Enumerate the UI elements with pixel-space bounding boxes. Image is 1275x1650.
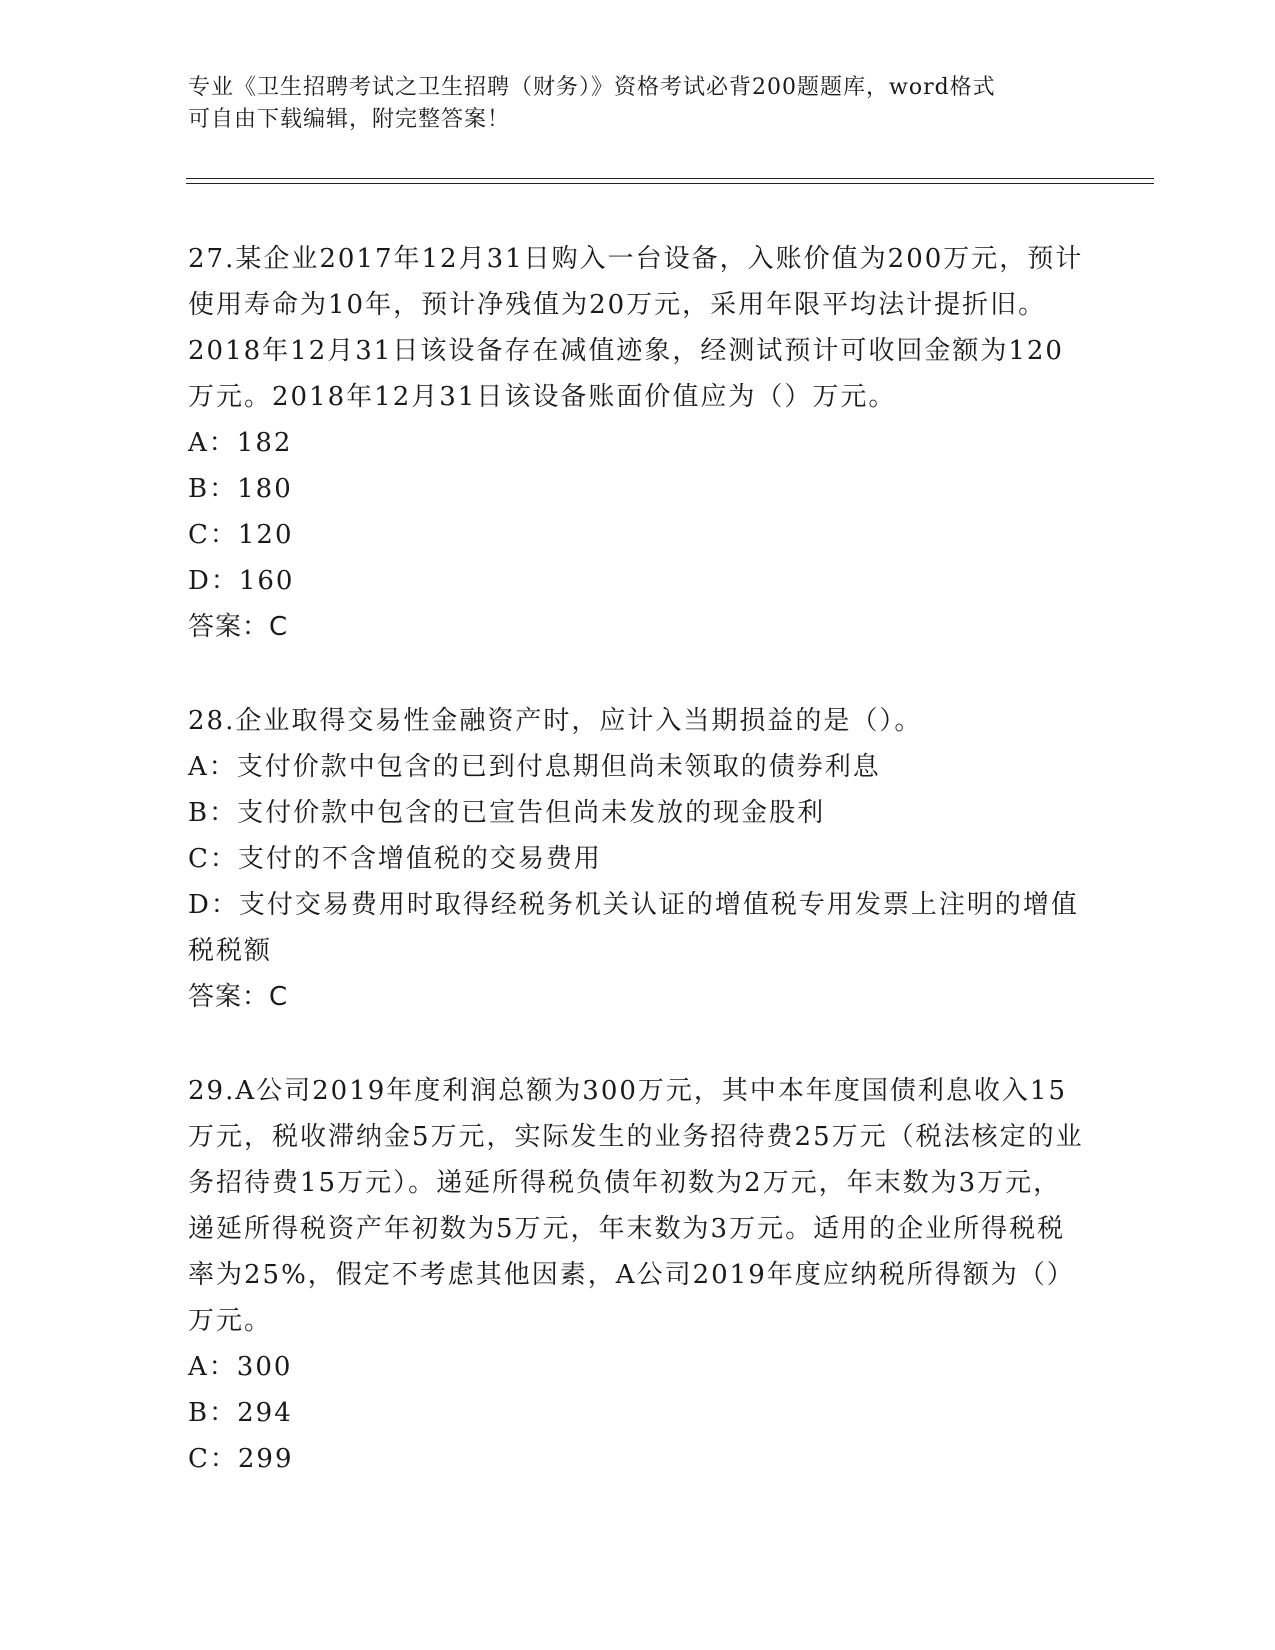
header-divider-top [186,178,1154,179]
answer: 答案：C [188,982,289,1012]
option-b: B：294 [188,1398,293,1428]
document-header [188,72,1068,136]
question-29 [188,1068,1088,1482]
question-stem: 29.A公司2019年度利润总额为300万元，其中本年度国债利息收入15万元，税收滞纳金5万元，实际发生的业务招待费25万元（税法核定的业务招待费15万元）。递延所得税负债年初数为2万元，年末数为3万元，递延所得税资产年初数为5万元，年末数为3万元。适用的企业所得税税率为25%，假定不考虑其他因素，A公司2019年度应纳税所得额为（）万元。 [188,1076,1084,1336]
option-a: A：182 [188,428,293,458]
option-b: B：180 [188,474,293,504]
question-28 [188,698,1088,1020]
option-d: D：支付交易费用时取得经税务机关认证的增值税专用发票上注明的增值税税额 [188,890,1079,966]
header-line-2: 可自由下载编辑，附完整答案！ [188,107,511,132]
header-line-1: 专业《卫生招聘考试之卫生招聘（财务）》资格考试必背200题题库，word格式 [188,75,996,100]
option-c: C：120 [188,520,294,550]
header-divider-bottom [186,183,1154,184]
option-b: B：支付价款中包含的已宣告但尚未发放的现金股利 [188,798,826,828]
question-stem: 28.企业取得交易性金融资产时，应计入当期损益的是（）。 [188,706,923,736]
question-list [188,236,1088,1530]
option-c: C：299 [188,1444,294,1474]
option-d: D：160 [188,566,295,596]
question-stem: 27.某企业2017年12月31日购入一台设备，入账价值为200万元，预计使用寿命为10年，预计净残值为20万元，采用年限平均法计提折旧。2018年12月31日该设备存在减值迹象，经测试预计可收回金额为120万元。2018年12月31日该设备账面价值应为（）万元。 [188,244,1084,412]
option-a: A：支付价款中包含的已到付息期但尚未领取的债券利息 [188,752,881,782]
option-c: C：支付的不含增值税的交易费用 [188,844,602,874]
answer: 答案：C [188,612,289,642]
question-27 [188,236,1088,650]
option-a: A：300 [188,1352,293,1382]
